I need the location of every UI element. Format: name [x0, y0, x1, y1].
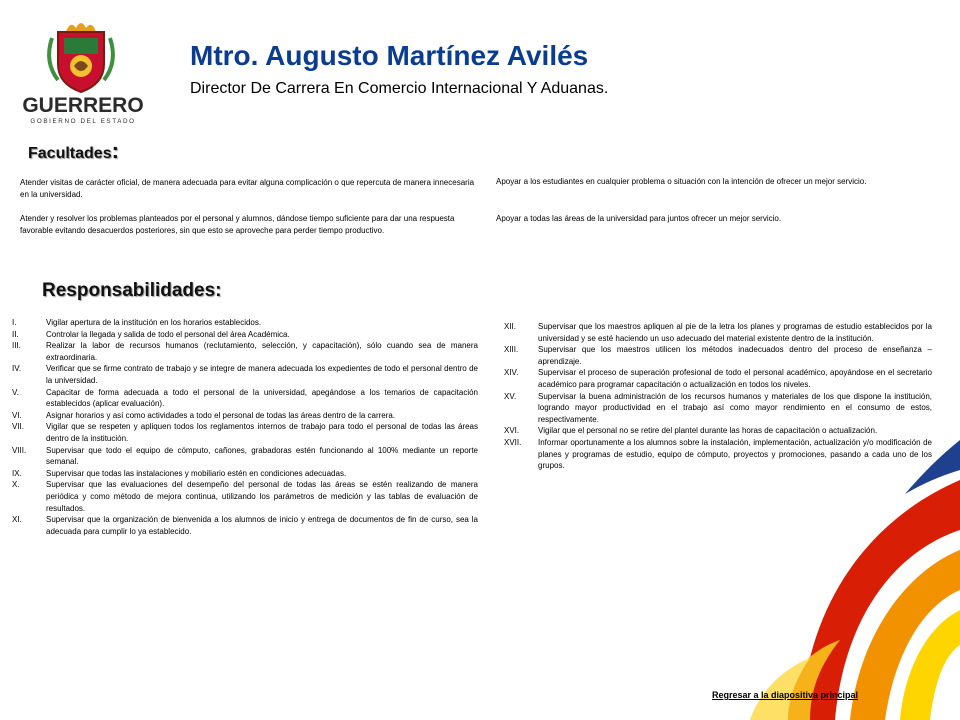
list-item	[12, 479, 478, 514]
list-item	[12, 340, 478, 363]
facultad-paragraph: Atender y resolver los problemas planteados por el personal y alumnos, dándose tiempo suficiente para dar una respuesta favorable evitando desacuerdos posteriores, sin que esto se aproveche para perder tiempo productivo.	[20, 214, 455, 235]
item-number: XI.	[12, 515, 22, 525]
item-text: Supervisar que todo el equipo de cómputo, cañones, grabadoras estén funcionando al 100% mediante un reporte semanal.	[46, 445, 478, 467]
list-item	[12, 387, 478, 410]
item-text: Asignar horarios y así como actividades a todo el personal de todas las áreas dentro de la carrera.	[46, 410, 396, 420]
facultad-paragraph: Apoyar a todas las áreas de la universidad para juntos ofrecer un mejor servicio.	[496, 214, 782, 223]
item-number: XV.	[504, 391, 517, 401]
facultades-heading-text: Facultades	[28, 145, 112, 162]
list-item	[12, 514, 478, 537]
item-number: X.	[12, 480, 20, 490]
item-text: Supervisar que todas las instalaciones y mobiliario estén en condiciones adecuadas.	[46, 468, 347, 478]
item-number: IX.	[12, 468, 22, 478]
page-title: Mtro. Augusto Martínez Avilés	[190, 40, 589, 71]
page-subtitle: Director De Carrera En Comercio Internacional Y Aduanas.	[190, 80, 609, 97]
responsabilidades-list-left	[12, 317, 478, 537]
list-item	[12, 363, 478, 386]
item-text: Capacitar de forma adecuada a todo el personal de la universidad, apegándose a los temarios de capacitación establecidos (aplicar evaluación).	[46, 387, 478, 409]
item-text: Vigilar apertura de la institución en los horarios establecidos.	[46, 318, 262, 327]
decorative-swirl-graphic	[660, 440, 960, 720]
item-number: XIII.	[504, 345, 519, 355]
item-text: Supervisar que la organización de bienvenida a los alumnos de inicio y entrega de documentos de fin de curso, sea la adecuada para cumplir lo ya establecido.	[46, 515, 478, 536]
list-item	[504, 321, 932, 344]
item-text: Supervisar que las evaluaciones del desempeño del personal de todas las áreas se estén realizando de manera periódica y como método de mejora continua, utilizando los parámetros de medición y las tablas de evaluación de resultados.	[46, 480, 478, 513]
item-number: VII.	[12, 422, 25, 432]
responsabilidades-heading: Responsabilidades:	[42, 280, 222, 301]
list-item	[504, 367, 932, 390]
list-item	[12, 317, 478, 329]
back-to-main-slide-link[interactable]: Regresar a la diapositiva principal	[712, 690, 859, 700]
facultad-paragraph: Apoyar a los estudiantes en cualquier problema o situación con la intención de ofrecer un mejor servicio.	[496, 177, 867, 186]
item-text: Supervisar la buena administración de los recursos humanos y materiales de los que dispone la institución, logrando mayor productividad en el trabajo así como mayor rendimiento en el consumo de estos, respectivamente.	[538, 391, 932, 424]
item-text: Vigilar que el personal no se retire del plantel durante las horas de capacitación o actualización.	[538, 426, 878, 436]
list-item	[504, 391, 932, 426]
facultad-paragraph: Atender visitas de carácter oficial, de manera adecuada para evitar alguna complicación o que repercuta de manera innecesaria en la universidad.	[20, 178, 475, 199]
list-item	[12, 421, 478, 444]
guerrero-logo	[18, 18, 148, 126]
item-text: Supervisar el proceso de superación profesional de todo el personal académico, apoyándose en el secretario académico para programar capacitación o actualización en todos los niveles.	[538, 368, 932, 389]
facultades-heading-colon: :	[111, 138, 119, 163]
item-number: VIII.	[12, 445, 27, 455]
item-number: XVII.	[504, 437, 522, 447]
item-text: Controlar la llegada y salida de todo el personal del área Académica.	[46, 329, 290, 339]
facultades-heading	[28, 138, 119, 164]
item-number: XIV.	[504, 368, 519, 378]
item-number: XII.	[504, 322, 517, 331]
item-number: IV.	[12, 364, 22, 374]
list-item	[504, 425, 932, 437]
coat-of-arms-icon	[49, 23, 113, 92]
item-text: Realizar la labor de recursos humanos (reclutamiento, selección, y capacitación), sólo cuando sea de manera extraordinaria.	[46, 341, 478, 362]
list-item	[12, 410, 478, 422]
item-text: Verificar que se firme contrato de trabajo y se integre de manera adecuada los expedientes de todo el personal dentro de la universidad.	[46, 364, 478, 385]
item-number: III.	[12, 341, 21, 351]
list-item	[12, 468, 478, 480]
item-number: V.	[12, 387, 19, 397]
item-number: II.	[12, 329, 19, 339]
item-number: VI.	[12, 410, 22, 420]
item-number: XVI.	[504, 426, 520, 436]
item-text: Supervisar que los maestros utilicen los métodos inadecuados dentro del proceso de enseñanza – aprendizaje.	[538, 345, 932, 366]
logo-wordmark: GUERRERO	[22, 94, 144, 117]
item-number: I.	[12, 318, 17, 327]
item-text: Informar oportunamente a los alumnos sobre la instalación, implementación, actualización y/o modificación de planes y programas de estudio, equipo de cómputo, proyectos y promociones, pasando a cada uno de los grupos.	[538, 437, 932, 471]
list-item	[12, 445, 478, 468]
logo-tagline: GOBIERNO DEL ESTADO	[30, 118, 136, 125]
item-text: Supervisar que los maestros apliquen al pie de la letra los planes y programas de estudio establecidos por la universidad y se esté haciendo un uso adecuado del material existente dentro de la institución.	[538, 322, 932, 343]
list-item	[504, 344, 932, 367]
list-item	[12, 329, 478, 341]
item-text: Vigilar que se respeten y apliquen todos los reglamentos internos de trabajo para todo el personal de todas las áreas dentro de la institución.	[46, 422, 478, 443]
